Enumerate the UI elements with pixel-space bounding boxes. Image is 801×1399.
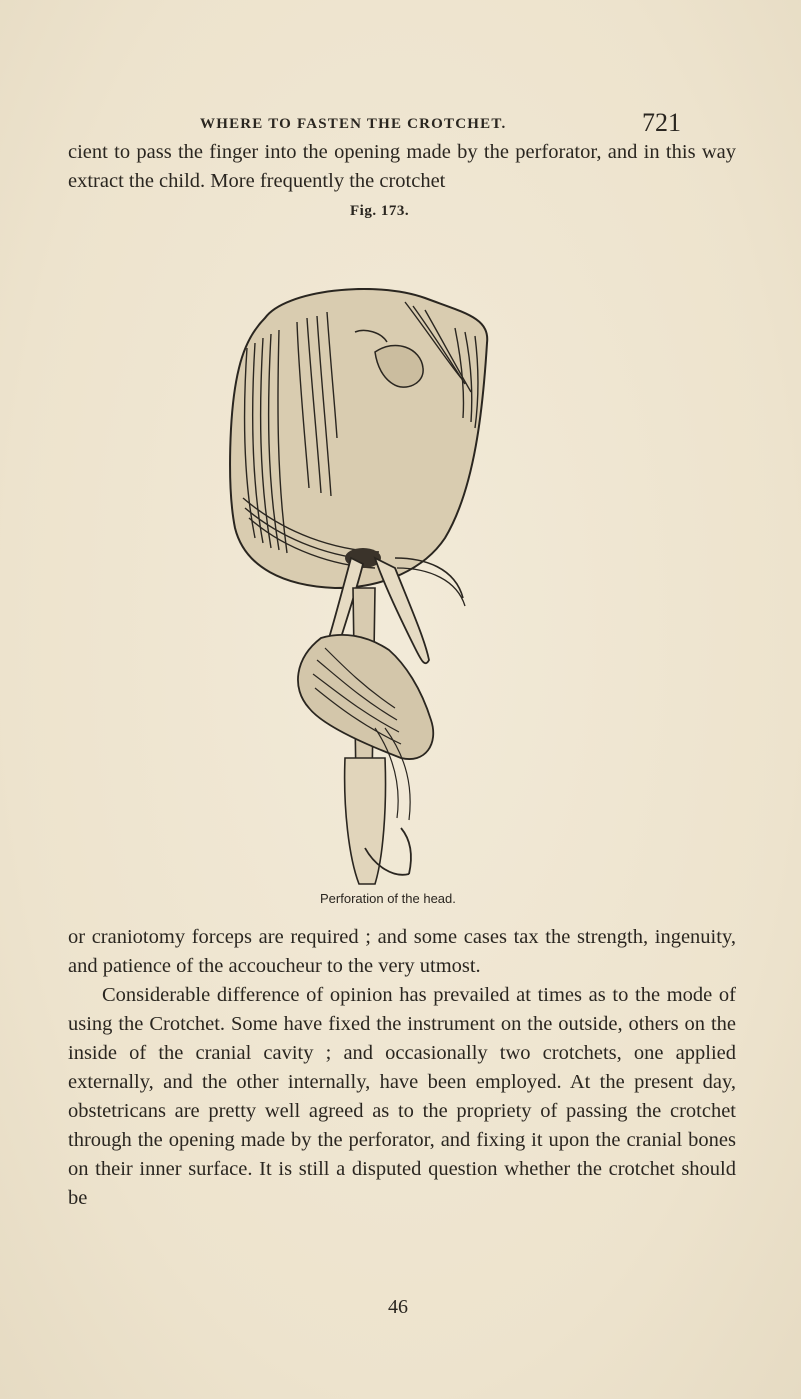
figure-caption: Perforation of the head.: [320, 891, 456, 906]
body-text-top: [68, 138, 736, 196]
body-text-bottom: [68, 923, 736, 1213]
paragraph: Considerable difference of opinion has prevailed at times as to the mode of using the Crotchet. Some have fixed the instrument on the outside, others on the inside of the cranial cavity ; and occasionally two crotchets, one applied externally, and the other internally, have been employed. At the present day, obstetricans are pretty well agreed as to the propriety of passing the crotchet through the opening made by the perforator, and fixing it upon the cranial bones on their inner surface. It is still a disputed question whether the crotchet should be: [68, 984, 736, 1209]
hand-shape: [298, 635, 433, 759]
paragraph: or craniotomy forceps are required ; and some cases tax the strength, ingenuity, and patience of the accoucheur to the very utmost.: [68, 926, 736, 977]
figure-label: Fig. 173.: [350, 203, 410, 219]
page-number: 721: [642, 108, 681, 137]
paragraph: cient to pass the finger into the opening made by the perforator, and in this way extract the child. More frequently the crotchet: [68, 141, 736, 192]
signature-mark: 46: [388, 1296, 408, 1318]
figure-illustration: [225, 288, 525, 888]
running-head: WHERE TO FASTEN THE CROTCHET.: [200, 116, 507, 132]
